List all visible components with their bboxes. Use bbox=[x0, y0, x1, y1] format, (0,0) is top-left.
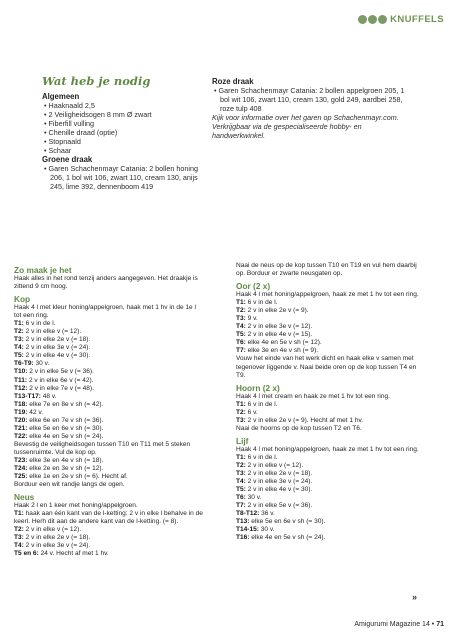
round-text: 2 v in elke 2e v (= 9). Hecht af met 1 hv. bbox=[247, 416, 364, 424]
materials-item: • Haaknaald 2,5 bbox=[44, 101, 95, 110]
round-label: T22: bbox=[14, 432, 28, 440]
round-instruction bbox=[236, 417, 426, 425]
round-instruction bbox=[236, 462, 426, 470]
round-instruction bbox=[14, 526, 204, 534]
round-label: T7: bbox=[236, 502, 246, 510]
round-label: T2: bbox=[14, 328, 24, 336]
round-instruction bbox=[14, 465, 204, 473]
round-label: T5: bbox=[14, 352, 24, 360]
round-text: 42 v. bbox=[29, 408, 44, 416]
paragraph: Naai de neus op de kop tussen T10 en T19 en vul hem daarbij op. Borduur er zwarte neusgaten op. bbox=[236, 262, 417, 278]
round-text: elke 5e en 6e v sh (= 30). bbox=[29, 424, 104, 432]
round-label: T14-15: bbox=[236, 526, 259, 534]
round-text: 2 v in elke 5e v (= 36). bbox=[247, 502, 313, 510]
round-text: haak aan één kant van de l-ketting: 2 v in elke l behalve in de keerl. Herh dit aan de andere kant van de l-ketting. (= 8). bbox=[14, 510, 203, 526]
round-label: T3: bbox=[14, 336, 24, 344]
round-instruction bbox=[14, 320, 204, 328]
round-instruction bbox=[14, 542, 204, 550]
section-dot bbox=[358, 15, 367, 24]
round-text: elke 4e en 5e v sh (= 12). bbox=[247, 339, 322, 347]
round-label: T5 en 6: bbox=[14, 550, 39, 558]
round-instruction bbox=[14, 534, 204, 542]
round-instruction bbox=[14, 352, 204, 360]
round-instruction bbox=[236, 478, 426, 486]
round-label: T4: bbox=[236, 478, 246, 486]
round-text: 6 v in de l. bbox=[25, 320, 56, 328]
round-text: 2 v in elke 3e v (= 24). bbox=[247, 478, 313, 486]
section-dot bbox=[368, 15, 377, 24]
paragraph: Haak 4 l met kleur honing/appelgroen, haak met 1 hv in de 1e l tot een ring. bbox=[14, 304, 196, 320]
page-number: 71 bbox=[436, 621, 444, 628]
round-text: 2 v in elke v (= 12). bbox=[247, 461, 304, 469]
round-text: elke 3e en 4e v sh (= 18). bbox=[29, 456, 104, 464]
round-text: 24 v. Hecht af met 1 hv. bbox=[40, 550, 109, 558]
round-text: 2 v in elke 4e v (= 30). bbox=[247, 486, 313, 494]
paragraph: Naai de hoorns op de kop tussen T2 en T6. bbox=[236, 424, 362, 432]
round-instruction bbox=[14, 401, 204, 409]
round-label: T10: bbox=[14, 368, 28, 376]
round-label: T1: bbox=[236, 453, 246, 461]
materials-box bbox=[38, 70, 414, 225]
round-instruction bbox=[14, 368, 204, 376]
round-instruction bbox=[236, 347, 426, 355]
round-instruction bbox=[236, 510, 426, 518]
round-text: 6 v in de l. bbox=[247, 400, 278, 408]
round-instruction bbox=[14, 344, 204, 352]
materials-note: Kijk voor informatie over het garen op Schachenmayr.com. Verkrijgbaar via de gespecialiseerde hobby- en handwerkwinkel. bbox=[212, 112, 399, 140]
materials-item: • Schaar bbox=[44, 145, 72, 155]
round-label: T4: bbox=[14, 344, 24, 352]
round-label: T1: bbox=[236, 400, 246, 408]
round-label: T18: bbox=[14, 400, 28, 408]
magazine-name: Amigurumi Magazine 14 bbox=[354, 621, 430, 628]
round-instruction bbox=[14, 328, 204, 336]
round-instruction bbox=[236, 486, 426, 494]
round-text: 2 v in elke 7e v (= 48). bbox=[29, 384, 94, 392]
page-header bbox=[358, 12, 444, 26]
round-instruction bbox=[236, 315, 426, 323]
round-instruction bbox=[236, 526, 426, 534]
round-text: 2 v in elke 3e v (= 24). bbox=[25, 542, 91, 550]
round-label: T8-T12: bbox=[236, 510, 260, 518]
round-instruction bbox=[14, 550, 204, 558]
continue-arrow: » bbox=[412, 592, 418, 602]
materials-heading: Groene draak bbox=[42, 155, 93, 165]
paragraph: Haak alles in het rond tenzij anders aangegeven. Het draakje is zittend 9 cm hoog. bbox=[14, 275, 198, 291]
round-label: T2: bbox=[14, 526, 24, 534]
paragraph: Bevestig de veiligheidsogen tussen T10 en T11 met 5 steken tussenruimte. Vul de kop op. bbox=[14, 440, 191, 456]
round-instruction bbox=[236, 454, 426, 462]
round-label: T20: bbox=[14, 416, 28, 424]
section-title: KNUFFELS bbox=[390, 13, 444, 25]
round-text: 30 v. bbox=[35, 360, 50, 368]
round-text: 2 v in elke 2e v (= 18). bbox=[25, 336, 91, 344]
round-label: T3: bbox=[14, 534, 24, 542]
paragraph: Haak 2 l en 1 keer met honing/appelgroen. bbox=[14, 502, 138, 510]
round-text: 6 v in de l. bbox=[247, 299, 278, 307]
round-instruction bbox=[236, 518, 426, 526]
round-instruction bbox=[236, 331, 426, 339]
round-text: 2 v in elke 4e v (= 30). bbox=[25, 352, 91, 360]
round-instruction bbox=[236, 401, 426, 409]
round-text: 2 v in elke v (= 12). bbox=[25, 526, 82, 534]
round-instruction bbox=[236, 409, 426, 417]
materials-item: • Chenille draad (optie) bbox=[44, 127, 118, 137]
round-instruction bbox=[14, 433, 204, 441]
round-text: 2 v in elke v (= 12). bbox=[25, 328, 82, 336]
round-text: 6 v. bbox=[247, 408, 258, 416]
round-label: T5: bbox=[236, 331, 246, 339]
round-instruction bbox=[236, 470, 426, 478]
round-text: elke 3e en 4e v sh (= 9). bbox=[247, 347, 319, 355]
paragraph: Borduur een wit randje langs de ogen. bbox=[14, 481, 125, 489]
round-text: 48 v. bbox=[42, 392, 57, 400]
section-dot bbox=[378, 15, 387, 24]
round-label: T25: bbox=[14, 473, 28, 481]
round-text: 2 v in elke 2e v (= 9). bbox=[247, 307, 309, 315]
page-footer bbox=[0, 621, 444, 628]
round-instruction bbox=[14, 409, 204, 417]
round-label: T4: bbox=[236, 323, 246, 331]
section-heading: Neus bbox=[14, 492, 35, 503]
round-instruction bbox=[236, 339, 426, 347]
section-heading: Hoorn (2 x) bbox=[236, 382, 280, 393]
round-text: elke 4e en 5e v sh (= 24). bbox=[29, 432, 104, 440]
round-instruction bbox=[14, 417, 204, 425]
round-text: elke 4e en 5e v sh (= 24). bbox=[251, 534, 326, 542]
round-label: T4: bbox=[14, 542, 24, 550]
materials-heading: Algemeen bbox=[42, 92, 80, 101]
round-label: T1: bbox=[236, 299, 246, 307]
round-label: T2: bbox=[236, 307, 246, 315]
round-instruction bbox=[14, 457, 204, 465]
round-label: T24: bbox=[14, 465, 28, 473]
round-text: elke 5e en 6e v sh (= 30). bbox=[251, 518, 326, 526]
round-instruction bbox=[14, 336, 204, 344]
round-label: T1: bbox=[14, 510, 24, 518]
round-text: 2 v in elke 2e v (= 18). bbox=[25, 534, 91, 542]
round-label: T1: bbox=[14, 320, 24, 328]
round-text: 2 v in elke 3e v (= 12). bbox=[247, 323, 313, 331]
round-label: T21: bbox=[14, 424, 28, 432]
round-instruction bbox=[236, 323, 426, 331]
round-instruction bbox=[14, 510, 204, 526]
round-text: 30 v. bbox=[247, 494, 262, 502]
round-label: T7: bbox=[236, 347, 246, 355]
round-label: T3: bbox=[236, 416, 246, 424]
round-text: elke 1e en 2e v sh (= 6). Hecht af. bbox=[29, 473, 128, 481]
round-label: T13-T17: bbox=[14, 392, 41, 400]
round-label: T11: bbox=[14, 376, 28, 384]
round-instruction bbox=[236, 299, 426, 307]
section-dots bbox=[358, 15, 387, 24]
section-heading: Lijf bbox=[236, 435, 249, 446]
instructions-column-left bbox=[14, 262, 204, 559]
round-instruction bbox=[236, 534, 426, 542]
round-instruction bbox=[14, 393, 204, 401]
materials-column-left bbox=[42, 74, 207, 192]
round-text: 2 v in elke 5e v (= 36). bbox=[29, 368, 94, 376]
round-instruction bbox=[236, 307, 426, 315]
round-text: elke 2e en 3e v sh (= 12). bbox=[29, 465, 104, 473]
round-label: T3: bbox=[236, 315, 246, 323]
paragraph: Haak 4 l met cream en haak ze met 1 hv tot een ring. bbox=[236, 392, 390, 400]
round-instruction bbox=[14, 425, 204, 433]
round-text: 2 v in elke 4e v (= 15). bbox=[247, 331, 313, 339]
round-text: 30 v. bbox=[260, 526, 275, 534]
round-text: 2 v in elke 3e v (= 24). bbox=[25, 344, 91, 352]
round-instruction bbox=[14, 377, 204, 385]
round-text: 36 v. bbox=[261, 510, 275, 518]
round-label: T13: bbox=[236, 518, 250, 526]
round-label: T16: bbox=[236, 534, 250, 542]
round-instruction bbox=[236, 494, 426, 502]
round-label: T2: bbox=[236, 408, 246, 416]
round-label: T19: bbox=[14, 408, 28, 416]
round-label: T3: bbox=[236, 469, 246, 477]
round-instruction bbox=[236, 502, 426, 510]
round-label: T12: bbox=[14, 384, 28, 392]
section-heading: Zo maak je het bbox=[14, 265, 72, 275]
footer-separator: • bbox=[431, 621, 435, 628]
round-text: 2 v in elke 6e v (= 42). bbox=[28, 376, 94, 384]
paragraph: Haak 4 l met honing/appelgroen, haak ze met 1 hv tot een ring. bbox=[236, 291, 419, 299]
materials-item: • Garen Schachenmayr Catania: 2 bollen honing 206, 1 bol wit 106, zwart 110, cream 130, anijs 245, lime 392, dennenboom 419 bbox=[44, 164, 198, 192]
round-text: 6 v in de l. bbox=[247, 453, 278, 461]
round-instruction bbox=[14, 473, 204, 481]
section-heading: Oor (2 x) bbox=[236, 281, 271, 292]
materials-title: Wat heb je nodig bbox=[42, 74, 151, 88]
round-label: T6: bbox=[236, 339, 246, 347]
materials-column-right bbox=[212, 77, 412, 140]
round-text: 2 v in elke 2e v (= 18). bbox=[247, 469, 313, 477]
round-label: T5: bbox=[236, 486, 246, 494]
section-heading: Kop bbox=[14, 294, 31, 305]
round-label: T6-T9: bbox=[14, 360, 34, 368]
round-instruction bbox=[14, 385, 204, 393]
paragraph: Vouw het einde van het werk dicht en haak elke v samen met tegenover liggende v. Naai beide oren op de kop tussen T4 en T9. bbox=[236, 355, 417, 379]
round-label: T23: bbox=[14, 456, 28, 464]
materials-item: • Garen Schachenmayr Catania: 2 bollen appelgroen 205, 1 bol wit 106, zwart 110, cream 130, gold 249, aardbei 258, roze tulp 408 bbox=[214, 86, 405, 113]
materials-item: • Fiberfill vulling bbox=[44, 118, 95, 128]
round-label: T2: bbox=[236, 461, 246, 469]
materials-item: • 2 Veiligheidsogen 8 mm Ø zwart bbox=[44, 109, 152, 119]
round-text: elke 7e en 8e v sh (= 42). bbox=[29, 400, 104, 408]
instructions-column-right bbox=[236, 262, 426, 542]
materials-heading: Roze draak bbox=[212, 77, 254, 86]
round-label: T6: bbox=[236, 494, 246, 502]
round-instruction bbox=[14, 360, 204, 368]
round-text: 9 v. bbox=[247, 315, 258, 323]
paragraph: Haak 4 l met honing/appelgroen, haak ze met 1 hv tot een ring. bbox=[236, 445, 419, 453]
materials-item: • Stopnaald bbox=[44, 136, 81, 146]
round-text: elke 6e en 7e v sh (= 36). bbox=[29, 416, 104, 424]
